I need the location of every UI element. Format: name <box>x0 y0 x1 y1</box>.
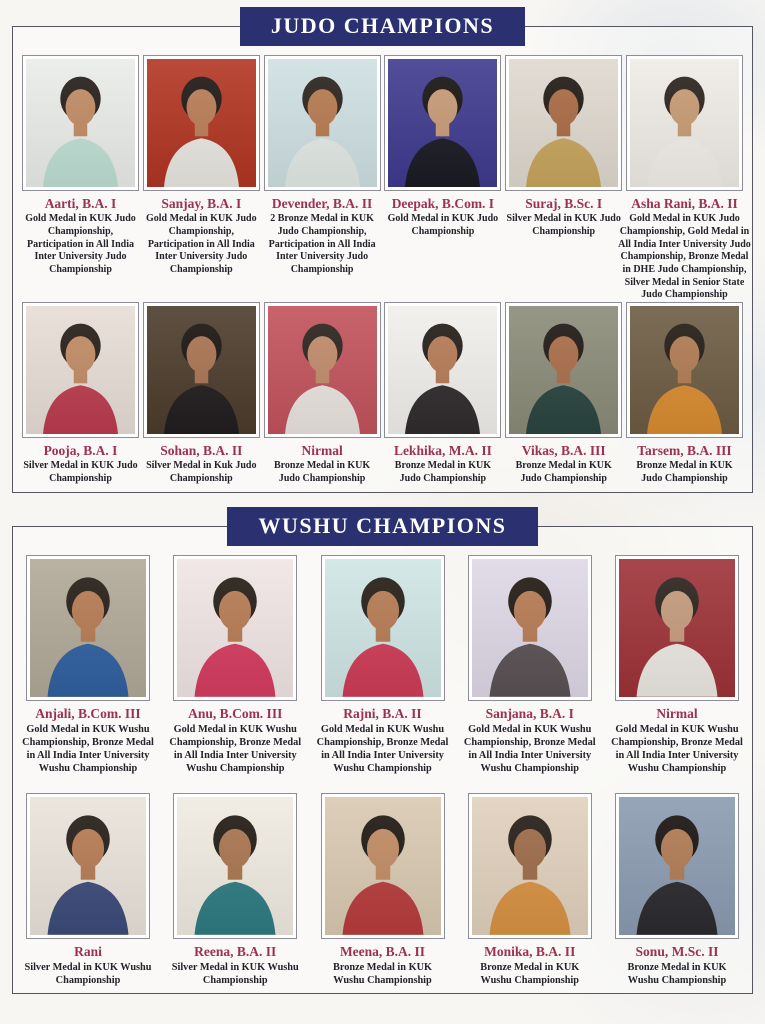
champion-card <box>22 55 139 302</box>
champion-name: Rajni, B.A. II <box>343 705 422 721</box>
champion-photo-frame <box>26 793 150 939</box>
champion-photo-frame <box>173 793 297 939</box>
champion-achievements: Gold Medal in KUK Wushu Championship, Bronze Medal in All India Inter University Wushu Championship <box>463 723 596 774</box>
champion-name: Sonu, M.Sc. II <box>635 943 719 959</box>
champion-photo-frame <box>626 55 743 191</box>
champion-name: Nirmal <box>656 705 698 721</box>
champion-photo-frame <box>505 302 622 438</box>
champion-achievements: Gold Medal in KUK Judo Championship, Participation in All India Inter University Judo Championship <box>146 213 257 275</box>
champion-name: Anu, B.Com. III <box>188 705 283 721</box>
champion-name: Monika, B.A. II <box>484 943 576 959</box>
champion-photo <box>177 559 293 697</box>
champion-achievements: Silver Medal in Kuk Judo Championship <box>146 460 257 484</box>
champion-photo-frame <box>22 302 139 438</box>
champion-achievements: Gold Medal in KUK Judo Championship, Participation in All India Inter University Judo Championship <box>25 213 136 275</box>
champion-name: Rani <box>74 943 102 959</box>
champion-card <box>22 793 154 987</box>
champion-photo <box>472 797 588 935</box>
champion-name: Asha Rani, B.A. II <box>631 196 738 211</box>
champion-photo <box>509 306 618 434</box>
person-silhouette-icon <box>388 314 497 434</box>
champion-achievements: Bronze Medal in KUK Wushu Championship <box>627 961 727 986</box>
person-silhouette-icon <box>619 567 735 697</box>
champion-achievements: Silver Medal in KUK Judo Championship <box>23 460 138 484</box>
champion-photo-frame <box>384 302 501 438</box>
champion-photo-frame <box>468 793 592 939</box>
champion-card <box>317 555 449 783</box>
person-silhouette-icon <box>630 67 739 187</box>
champion-card <box>143 302 260 486</box>
champion-card <box>384 302 501 486</box>
person-silhouette-icon <box>472 567 588 697</box>
wushu-champions-section <box>12 512 753 994</box>
champion-achievements: Silver Medal in KUK Wushu Championship <box>24 961 152 986</box>
champion-card <box>169 555 301 783</box>
champion-achievements: Bronze Medal in KUK Judo Championship <box>515 460 612 484</box>
champion-photo <box>388 59 497 187</box>
champion-achievements: Silver Medal in KUK Wushu Championship <box>171 961 299 986</box>
person-silhouette-icon <box>325 805 441 935</box>
person-silhouette-icon <box>30 567 146 697</box>
judo-section-banner <box>241 8 524 45</box>
champion-photo <box>619 797 735 935</box>
champion-achievements: Gold Medal in KUK Wushu Championship, Bronze Medal in All India Inter University Wushu Championship <box>611 723 743 774</box>
person-silhouette-icon <box>147 67 256 187</box>
champion-name: Nirmal <box>301 443 343 458</box>
champion-photo <box>177 797 293 935</box>
person-silhouette-icon <box>509 67 618 187</box>
champion-photo <box>30 797 146 935</box>
champion-card <box>317 793 449 987</box>
champion-card <box>464 793 596 987</box>
champion-name: Sohan, B.A. II <box>160 443 243 458</box>
champion-card <box>505 55 622 302</box>
champion-achievements: Bronze Medal in KUK Wushu Championship <box>480 961 580 986</box>
champion-name: Pooja, B.A. I <box>43 443 118 458</box>
champion-card <box>384 55 501 302</box>
champion-photo-frame <box>143 302 260 438</box>
champion-achievements: 2 Bronze Medal in KUK Judo Championship, Participation in All India Inter University Judo Championship <box>268 213 376 275</box>
champion-card <box>618 55 751 302</box>
champion-photo <box>26 306 135 434</box>
champion-photo <box>268 306 377 434</box>
champion-achievements: Gold Medal in KUK Judo Championship <box>387 213 499 237</box>
person-silhouette-icon <box>268 67 377 187</box>
person-silhouette-icon <box>325 567 441 697</box>
person-silhouette-icon <box>26 314 135 434</box>
champion-photo-frame <box>384 55 501 191</box>
champion-achievements: Bronze Medal in KUK Judo Championship <box>394 460 491 484</box>
champion-photo-frame <box>468 555 592 701</box>
champion-photo-frame <box>626 302 743 438</box>
champion-name: Vikas, B.A. III <box>521 443 606 458</box>
person-silhouette-icon <box>388 67 497 187</box>
champion-achievements: Gold Medal in KUK Judo Championship, Gold Medal in All India Inter University Judo Championship, Bronze Medal in DHE Judo Championship, Silver Medal in Senior State Judo Championship <box>618 213 751 301</box>
person-silhouette-icon <box>472 805 588 935</box>
judo-section-title: JUDO CHAMPIONS <box>270 13 495 38</box>
champion-photo-frame <box>505 55 622 191</box>
champion-photo <box>388 306 497 434</box>
champion-photo <box>268 59 377 187</box>
champion-photo <box>472 559 588 697</box>
champion-name: Suraj, B.Sc. I <box>525 196 603 211</box>
champion-card <box>169 793 301 987</box>
wushu-row-2 <box>22 793 743 987</box>
champion-achievements: Silver Medal in KUK Judo Championship <box>506 213 621 237</box>
champion-photo <box>147 306 256 434</box>
person-silhouette-icon <box>26 67 135 187</box>
champion-achievements: Bronze Medal in KUK Judo Championship <box>636 460 733 484</box>
champion-name: Aarti, B.A. I <box>44 196 117 211</box>
champion-photo <box>26 59 135 187</box>
champion-photo-frame <box>321 555 445 701</box>
wushu-section-title: WUSHU CHAMPIONS <box>258 512 507 538</box>
champion-name: Deepak, B.Com. I <box>391 196 495 211</box>
champion-name: Reena, B.A. II <box>194 943 277 959</box>
champion-photo-frame <box>321 793 445 939</box>
judo-row-1 <box>22 55 751 302</box>
champion-photo <box>30 559 146 697</box>
champion-photo <box>325 797 441 935</box>
champion-name: Sanjay, B.A. I <box>161 196 242 211</box>
champion-achievements: Bronze Medal in KUK Judo Championship <box>273 460 371 484</box>
champion-card <box>611 793 743 987</box>
champion-card <box>22 555 154 783</box>
champion-photo-frame <box>615 793 739 939</box>
person-silhouette-icon <box>619 805 735 935</box>
wushu-section-banner <box>228 508 536 545</box>
judo-champions-section <box>12 13 753 493</box>
champion-name: Meena, B.A. II <box>339 943 426 959</box>
champion-photo <box>619 559 735 697</box>
champion-card <box>143 55 260 302</box>
champion-card <box>505 302 622 486</box>
champion-name: Devender, B.A. II <box>271 196 373 211</box>
champion-achievements: Gold Medal in KUK Wushu Championship, Bronze Medal in All India Inter University Wushu Championship <box>316 723 449 774</box>
champion-card <box>22 302 139 486</box>
champion-card <box>264 55 381 302</box>
judo-row-2 <box>22 302 743 486</box>
champion-card <box>626 302 743 486</box>
champion-card <box>464 555 596 783</box>
person-silhouette-icon <box>30 805 146 935</box>
champion-photo-frame <box>264 302 381 438</box>
champion-photo-frame <box>26 555 150 701</box>
champion-photo-frame <box>615 555 739 701</box>
person-silhouette-icon <box>177 805 293 935</box>
champion-achievements: Bronze Medal in KUK Wushu Championship <box>332 961 433 986</box>
champion-card <box>611 555 743 783</box>
champion-photo-frame <box>143 55 260 191</box>
person-silhouette-icon <box>630 314 739 434</box>
champion-name: Tarsem, B.A. III <box>637 443 732 458</box>
champion-achievements: Gold Medal in KUK Wushu Championship, Bronze Medal in All India Inter University Wushu Championship <box>22 723 154 774</box>
person-silhouette-icon <box>147 314 256 434</box>
champion-photo <box>325 559 441 697</box>
champion-photo <box>630 59 739 187</box>
wushu-row-1 <box>22 555 743 783</box>
champion-name: Anjali, B.Com. III <box>35 705 141 721</box>
champion-name: Lekhika, M.A. II <box>393 443 492 458</box>
person-silhouette-icon <box>177 567 293 697</box>
champion-name: Sanjana, B.A. I <box>485 705 574 721</box>
champion-photo-frame <box>173 555 297 701</box>
champion-card <box>264 302 381 486</box>
champion-achievements: Gold Medal in KUK Wushu Championship, Bronze Medal in All India Inter University Wushu Championship <box>169 723 302 774</box>
person-silhouette-icon <box>509 314 618 434</box>
champion-photo <box>509 59 618 187</box>
champion-photo <box>147 59 256 187</box>
champion-photo-frame <box>264 55 381 191</box>
champion-photo <box>630 306 739 434</box>
person-silhouette-icon <box>268 314 377 434</box>
champion-photo-frame <box>22 55 139 191</box>
